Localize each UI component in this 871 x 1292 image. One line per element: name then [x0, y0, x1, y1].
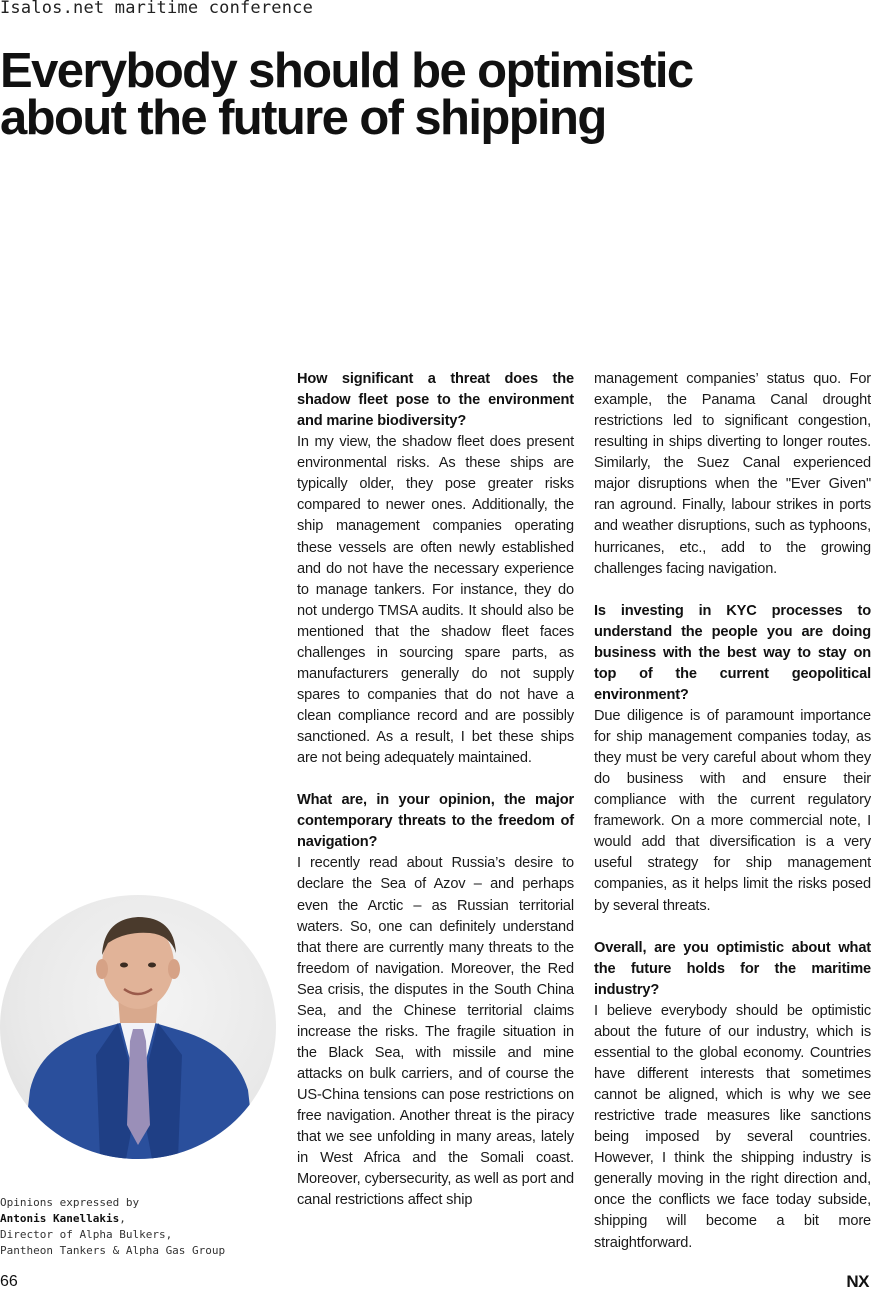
- caption-name: Antonis Kanellakis: [0, 1212, 120, 1225]
- magazine-logo: NX: [846, 1272, 869, 1291]
- caption-role-1: Director of Alpha Bulkers,: [0, 1228, 173, 1241]
- article-column-1: [297, 369, 574, 1211]
- question-3: Is investing in KYC processes to understand the people you are doing business with the best way to stay on top of the current geopolitical environment?: [594, 602, 871, 703]
- answer-2-continued: management companies’ status quo. For example, the Panama Canal drought restrictions led to significant congestion, resulting in ships diverting to longer routes. Similarly, the Suez Canal experienced major disruptions when the "Ever Given" ran aground. Finally, labour strikes in ports and weather disruptions, such as typhoons, hurricanes, etc., add to the growing challenges facing navigation.: [594, 371, 871, 577]
- question-1: How significant a threat does the shadow fleet pose to the environment and marine biodiversity?: [297, 371, 574, 430]
- question-2: What are, in your opinion, the major contemporary threats to the freedom of navigation?: [297, 792, 574, 851]
- photo-caption: [0, 1195, 225, 1259]
- publication-header: Isalos.net maritime conference: [0, 0, 314, 18]
- caption-role-2: Pantheon Tankers & Alpha Gas Group: [0, 1244, 226, 1257]
- answer-2: I recently read about Russia’s desire to declare the Sea of Azov – and perhaps even the Arctic – as Russian territorial waters. So, one can definitely understand that there are currently many threats to the freedom of navigation. Moreover, the Red Sea crisis, the disputes in the South China Sea, and the Chinese territorial claims increase the risks. The fragile situation in the Black Sea, with missile and mine attacks on bulk carriers, and of course the US-China tensions can pose restrictions on free navigation. Another threat is the piracy that we see unfolding in many areas, lately in West Africa and the Somali coast. Moreover, cybersecurity, as well as port and canal restrictions affect ship: [297, 855, 575, 1209]
- portrait-photo: [0, 895, 276, 1159]
- answer-1: In my view, the shadow fleet does present environmental risks. As these ships are typically older, they pose greater risks compared to newer ones. Additionally, the ship management companies operating these vessels are often newly established and do not have the necessary experience to manage tankers. For instance, they do not undergo TMSA audits. It should also be mentioned that the shadow fleet faces challenges in sourcing spare parts, as manufacturers generally do not supply spares to companies that do not have a clean compliance record and are possibly sanctioned. As a result, I bet these ships are not being adequately maintained.: [297, 434, 574, 767]
- article-title: [0, 44, 860, 145]
- title-line-2: about the future of shipping: [0, 91, 606, 145]
- page-number: 66: [0, 1273, 18, 1290]
- portrait-illustration: [0, 895, 276, 1159]
- caption-name-line: Antonis Kanellakis,: [0, 1212, 126, 1225]
- caption-intro: Opinions expressed by: [0, 1196, 140, 1209]
- title-line-1: Everybody should be optimistic: [0, 44, 693, 98]
- article-column-2: [594, 369, 871, 1254]
- answer-4: I believe everybody should be optimistic about the future of our industry, which is essential to the global economy. Countries have different interests that sometimes cannot be aligned, which is why we see restrictive trade measures like sanctions being imposed by several countries. However, I think the shipping industry is generally moving in the right direction and, once the conflicts we face today subside, shipping will become a bit more straightforward.: [594, 1002, 871, 1251]
- question-4: Overall, are you optimistic about what the future holds for the maritime industry?: [594, 939, 871, 998]
- answer-3: Due diligence is of paramount importance for ship management companies today, as they must be very careful about whom they do business with and ensure their compliance with the current regulatory framework. On a more commercial note, I would add that diversification is a very useful strategy for ship management companies, as it helps limit the risks posed by several threats.: [594, 707, 871, 914]
